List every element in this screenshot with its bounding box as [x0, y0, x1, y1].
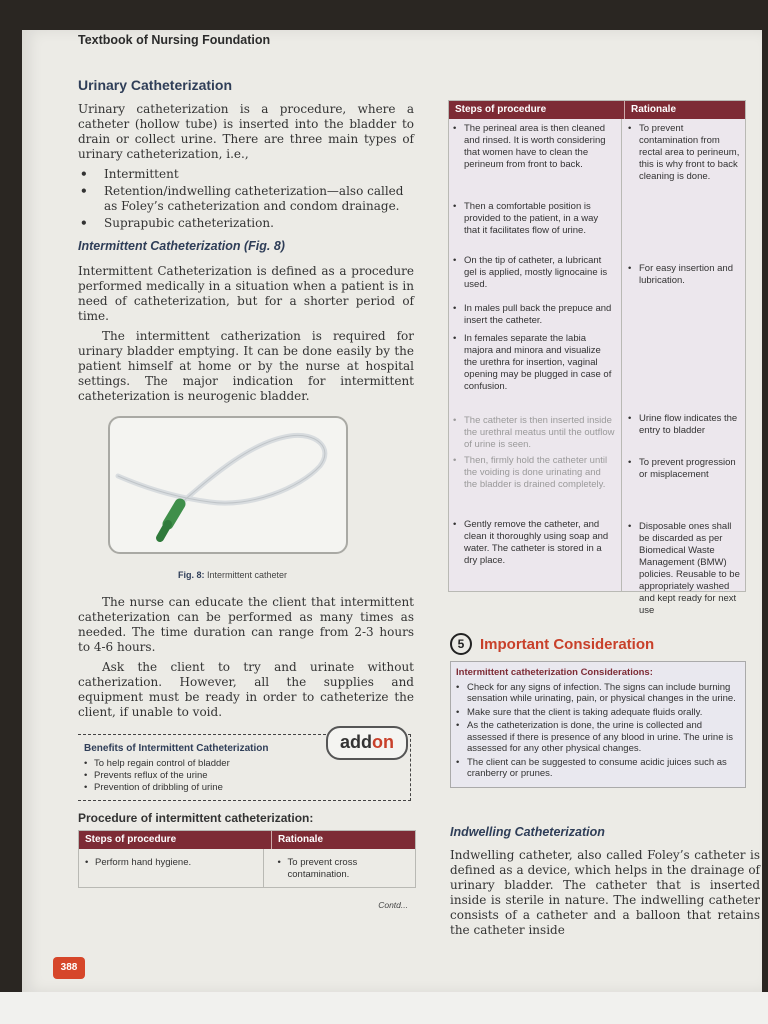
procedure-title: Procedure of intermittent catheterization:: [78, 811, 314, 825]
considerations-box: [450, 661, 746, 788]
table-cell: • Then, firmly hold the catheter until the voiding is done urinating and the bladder is drained completely.: [453, 455, 616, 515]
table-cell: • To prevent progression or misplacement: [628, 457, 740, 517]
void-paragraph: Ask the client to try and urinate without catherization. However, all the supplies and equipment must be ready in order to catheterize the client, if unable to void.: [78, 660, 414, 719]
table-header: [449, 101, 745, 119]
indication-paragraph: The intermittent catherization is required for urinary bladder emptying. It can be done easily by the patient himself at home or by the nurse at hospital settings. The major indication for intermittent catheterization is neurogenic bladder.: [78, 329, 414, 403]
list-item: • Make sure that the client is taking adequate fluids orally.: [456, 707, 740, 719]
table-header: [79, 831, 415, 849]
list-item: • The client can be suggested to consume acidic juices such as cranberry or prunes.: [456, 757, 740, 780]
list-item: • As the catheterization is done, the urine is collected and assessed if there is presence of any blood in urine. The urine is assessed for any other physical changes.: [456, 720, 740, 755]
addon-section: [78, 734, 414, 801]
page-number: 388: [53, 957, 85, 979]
table-cell: • The catheter is then inserted inside the urethral meatus until the outflow of urine is seen.: [453, 415, 616, 451]
procedure-table: [78, 830, 416, 888]
table-cell: • Gently remove the catheter, and clean it thoroughly using soap and water. The catheter is stored in a dry place.: [453, 519, 616, 567]
important-consideration: [450, 633, 746, 788]
section-heading: Urinary Catheterization: [78, 77, 233, 93]
addon-logo-text-on: on: [372, 732, 394, 752]
left-column: [78, 78, 414, 913]
table-cell: • For easy insertion and lubrication.: [628, 263, 740, 409]
list-item: • Retention/indwelling catheterization—also called as Foley’s catheterization and condom drainage.: [78, 184, 414, 214]
table-cell: • The perineal area is then cleaned and rinsed. It is worth considering that women have to clean the perineum from front to back.: [453, 123, 616, 197]
table-cell: • Then a comfortable position is provided to the patient, in a way that it facilitates flow of urine.: [453, 201, 616, 251]
catheter-illustration: [110, 418, 346, 552]
considerations-title: Intermittent catheterization Considerations:: [456, 667, 653, 678]
important-heading: [450, 633, 746, 655]
addon-logo-text: add: [339, 732, 372, 752]
indwelling-section: [450, 825, 760, 943]
intro-paragraph: Urinary catheterization is a procedure, where a catheter (hollow tube) is inserted into the bladder to drain or collect urine. There are three main types of urinary catheterization, i.e.,: [78, 102, 414, 161]
list-item: • Check for any signs of infection. The signs can include burning sensation while urinating, pain, or physical changes in the urine.: [456, 682, 740, 705]
figure-intermittent-catheter: [108, 416, 348, 554]
table-cell: • To prevent cross contamination.: [278, 857, 409, 881]
rationale-column: [622, 119, 744, 616]
table-cell: • In males pull back the prepuce and insert the catheter.: [453, 303, 616, 329]
header-rationale: Rationale: [631, 104, 677, 115]
figure-label: Fig. 8:: [178, 570, 205, 580]
figure-caption: [178, 568, 414, 583]
education-paragraph: The nurse can educate the client that intermittent catheterization can be performed as many times as needed. The time duration can range from 2-3 hours to 4-6 hours.: [78, 595, 414, 654]
table-body: [449, 119, 745, 616]
subsection-heading: Intermittent Catheterization (Fig. 8): [78, 239, 285, 253]
table-cell: • Perform hand hygiene.: [85, 857, 257, 869]
important-title: Important Consideration: [480, 635, 655, 653]
table-cell: • Disposable ones shall be discarded as per Biomedical Waste Management (BMW) policies. Reusable to be appropriately washed and kept ready for next use: [628, 521, 740, 581]
page-bottom-strip: [0, 992, 768, 1024]
continued-note: Contd...: [378, 900, 408, 910]
table-cell: • Urine flow indicates the entry to bladder: [628, 413, 740, 453]
indwelling-heading: Indwelling Catheterization: [450, 825, 605, 839]
list-item: • Suprapubic catheterization.: [78, 216, 414, 231]
figure-caption-text: Intermittent catheter: [207, 570, 288, 580]
header-steps: Steps of procedure: [449, 101, 625, 119]
running-head: Textbook of Nursing Foundation: [78, 33, 271, 47]
list-item: • Prevention of dribbling of urine: [84, 782, 402, 794]
addon-logo: [326, 726, 408, 760]
steps-column: [449, 119, 622, 591]
list-item: • To help regain control of bladder: [84, 758, 402, 770]
header-steps: Steps of procedure: [79, 831, 272, 849]
header-rationale: Rationale: [278, 834, 324, 845]
table-row: [79, 849, 415, 887]
benefits-title: Benefits of Intermittent Catheterization: [84, 743, 269, 754]
procedure-table-continued: [448, 100, 746, 616]
catheterization-types-list: [78, 167, 414, 231]
table-cell: • To prevent contamination from rectal area to perineum, this is why front to back cleaning is done.: [628, 123, 740, 259]
indwelling-paragraph: Indwelling catheter, also called Foley’s catheter is defined as a device, which helps in the drainage of urinary bladder. The catheter that is inserted inside is sterile in nature. The indwelling catheter consists of a catheter and a balloon that retains the catheter inside: [450, 848, 760, 937]
definition-paragraph: Intermittent Catheterization is defined as a procedure performed medically in a situation when a patient is in need of catheterization, but for a shorter period of time.: [78, 264, 414, 323]
list-item: • Prevents reflux of the urine: [84, 770, 402, 782]
table-cell: • In females separate the labia majora and minora and visualize the urethra for insertion, vaginal opening may be plugged in case of confusion.: [453, 333, 616, 411]
list-item: • Intermittent: [78, 167, 414, 182]
table-cell: • On the tip of catheter, a lubricant gel is applied, mostly lignocaine is used.: [453, 255, 616, 299]
number-icon: 5: [450, 633, 472, 655]
